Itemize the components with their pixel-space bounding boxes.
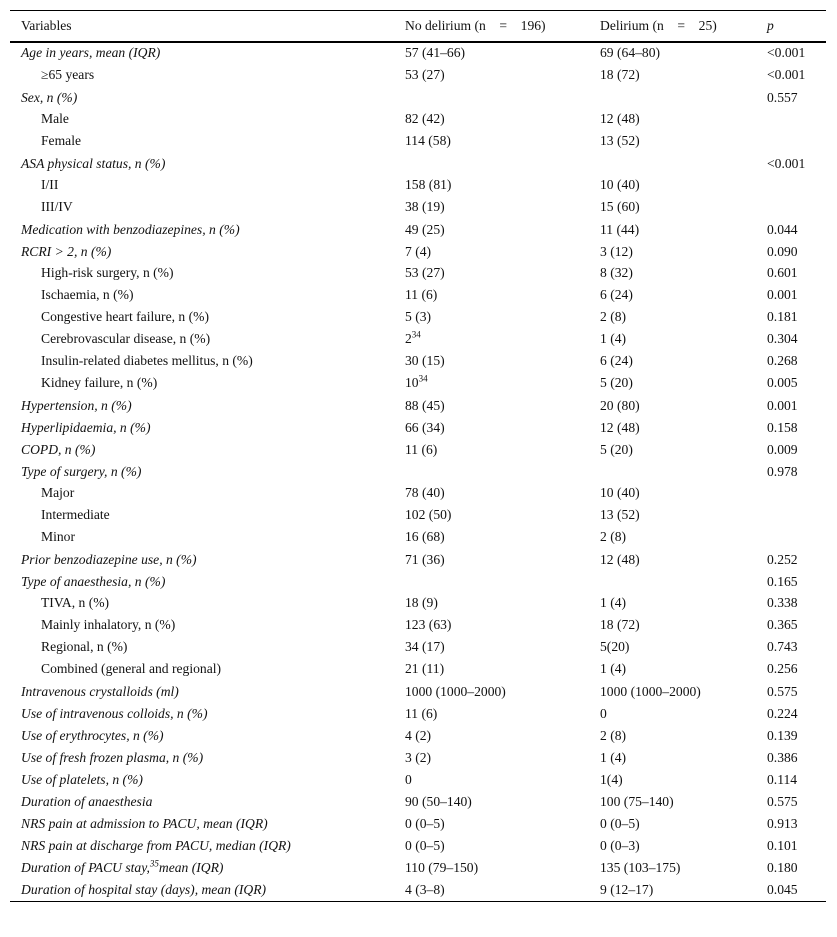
- variable-label-text: Age in years, mean (IQR): [21, 45, 161, 60]
- no-delirium-value: [405, 42, 600, 64]
- no-delirium-value-text: 123 (63): [405, 616, 452, 632]
- variable-label: [10, 636, 405, 658]
- table-row: [10, 306, 826, 328]
- variable-label-text: Type of surgery, n (%): [21, 463, 142, 479]
- variable-label: [10, 42, 405, 64]
- variable-label: [10, 812, 405, 834]
- p-value: 0.114: [767, 771, 798, 787]
- no-delirium-value: [405, 570, 600, 592]
- no-delirium-value-text: 16 (68): [405, 528, 445, 544]
- table-row: [10, 152, 826, 174]
- variable-label: [10, 196, 405, 218]
- table-row: [10, 746, 826, 768]
- no-delirium-value-text: 53 (27): [405, 66, 445, 82]
- table-row: [10, 218, 826, 240]
- table-row: [10, 878, 826, 902]
- variable-label: [10, 240, 405, 262]
- no-delirium-value-text: 34 (17): [405, 638, 445, 654]
- p-value: 0.090: [767, 243, 798, 259]
- table-row: [10, 856, 826, 878]
- variable-label: [10, 658, 405, 680]
- no-delirium-value: [405, 64, 600, 86]
- p-value: 0.180: [767, 859, 798, 875]
- p-value: 0.001: [767, 397, 798, 413]
- variable-label-text: NRS pain at admission to PACU, mean (IQR): [21, 815, 268, 831]
- variable-label-text: ASA physical status, n (%): [21, 155, 166, 171]
- delirium-value: [600, 86, 767, 108]
- no-delirium-value-text: 102 (50): [405, 506, 452, 522]
- variable-label: [10, 768, 405, 790]
- no-delirium-value: [405, 636, 600, 658]
- variable-label: [10, 702, 405, 724]
- no-delirium-value-text: 82 (42): [405, 110, 445, 126]
- variable-label: [10, 746, 405, 768]
- table-row: [10, 86, 826, 108]
- delirium-value: 5 (20): [600, 441, 633, 457]
- no-delirium-value: [405, 372, 600, 394]
- delirium-characteristics-table: [10, 10, 826, 902]
- no-delirium-value: [405, 526, 600, 548]
- delirium-value: [600, 570, 767, 592]
- table-row: [10, 328, 826, 350]
- no-delirium-value-text: 5 (3): [405, 308, 432, 324]
- delirium-value: 1 (4): [600, 594, 627, 610]
- no-delirium-value-text: 57 (41–66): [405, 45, 466, 60]
- p-value: <0.001: [767, 66, 806, 82]
- no-delirium-value-text: 7 (4): [405, 243, 432, 259]
- no-delirium-value: [405, 878, 600, 902]
- table-container: [10, 10, 826, 902]
- no-delirium-value: [405, 350, 600, 372]
- header-delirium: Delirium (n = 25): [600, 17, 717, 33]
- table-row: [10, 504, 826, 526]
- variable-label-text: Duration of PACU stay,: [21, 859, 150, 875]
- delirium-value: 12 (48): [600, 551, 640, 567]
- table-row: [10, 702, 826, 724]
- delirium-value: 1 (4): [600, 749, 627, 765]
- variable-label: [10, 570, 405, 592]
- no-delirium-value-text: 1000 (1000–2000): [405, 683, 506, 699]
- p-value: [767, 482, 826, 504]
- variable-label-text: Regional, n (%): [41, 638, 128, 654]
- variable-label: [10, 372, 405, 394]
- variable-label: [10, 130, 405, 152]
- no-delirium-value-text: 49 (25): [405, 221, 445, 237]
- delirium-value: 10 (40): [600, 176, 640, 192]
- delirium-value: 0 (0–5): [600, 815, 640, 831]
- no-delirium-value: [405, 438, 600, 460]
- p-value: 0.101: [767, 837, 798, 853]
- no-delirium-value: [405, 680, 600, 702]
- p-value: 0.743: [767, 638, 798, 654]
- variable-label-text: Intermediate: [41, 506, 110, 522]
- delirium-value: 10 (40): [600, 484, 640, 500]
- no-delirium-value-text: 66 (34): [405, 419, 445, 435]
- delirium-value: 69 (64–80): [600, 45, 661, 60]
- no-delirium-value-text: 53 (27): [405, 264, 445, 280]
- table-row: [10, 262, 826, 284]
- table-row: [10, 526, 826, 548]
- variable-label-text: NRS pain at discharge from PACU, median (IQR): [21, 837, 291, 853]
- no-delirium-value: [405, 768, 600, 790]
- no-delirium-value-text: 0: [405, 771, 412, 787]
- no-delirium-value: [405, 416, 600, 438]
- delirium-value: 13 (52): [600, 132, 640, 148]
- no-delirium-value: [405, 658, 600, 680]
- reference-superscript: 34: [418, 372, 428, 383]
- header-variables: Variables: [21, 17, 72, 33]
- table-row: [10, 768, 826, 790]
- table-row: [10, 350, 826, 372]
- table-row: [10, 416, 826, 438]
- p-value: 0.044: [767, 221, 798, 237]
- variable-label-text: Female: [41, 132, 82, 148]
- variable-label-text: Use of erythrocytes, n (%): [21, 727, 164, 743]
- variable-label-text: Mainly inhalatory, n (%): [41, 616, 176, 632]
- table-row: [10, 790, 826, 812]
- variable-label: [10, 856, 405, 878]
- variable-label: [10, 878, 405, 902]
- no-delirium-value-text: 3 (2): [405, 749, 432, 765]
- no-delirium-value-text: 88 (45): [405, 397, 445, 413]
- p-value: 0.601: [767, 264, 798, 280]
- delirium-value: 12 (48): [600, 419, 640, 435]
- variable-label-text: Hypertension, n (%): [21, 397, 132, 413]
- delirium-value: 9 (12–17): [600, 882, 654, 898]
- delirium-value: 3 (12): [600, 243, 633, 259]
- delirium-value: 6 (24): [600, 286, 633, 302]
- variable-label: [10, 416, 405, 438]
- no-delirium-value: [405, 240, 600, 262]
- table-row: [10, 460, 826, 482]
- delirium-value: 11 (44): [600, 221, 640, 237]
- variable-label-text: Kidney failure, n (%): [41, 374, 158, 390]
- delirium-value: 18 (72): [600, 66, 640, 82]
- variable-label: [10, 614, 405, 636]
- no-delirium-value-text: 18 (9): [405, 594, 438, 610]
- variable-label-text: Type of anaesthesia, n (%): [21, 573, 166, 589]
- no-delirium-value: [405, 174, 600, 196]
- p-value: 0.575: [767, 793, 798, 809]
- variable-label-text: Use of fresh frozen plasma, n (%): [21, 749, 204, 765]
- delirium-value: 2 (8): [600, 528, 627, 544]
- p-value: 0.978: [767, 463, 798, 479]
- variable-label-suffix: mean (IQR): [158, 859, 224, 875]
- no-delirium-value: [405, 262, 600, 284]
- delirium-value: 1(4): [600, 771, 623, 787]
- variable-label: [10, 152, 405, 174]
- p-value: 0.575: [767, 683, 798, 699]
- p-value: 0.304: [767, 330, 798, 346]
- variable-label-text: Medication with benzodiazepines, n (%): [21, 221, 240, 237]
- variable-label: [10, 548, 405, 570]
- no-delirium-value: [405, 328, 600, 350]
- p-value: 0.256: [767, 660, 798, 676]
- p-value: 0.252: [767, 551, 798, 567]
- no-delirium-value: [405, 394, 600, 416]
- variable-label-text: Intravenous crystalloids (ml): [21, 683, 179, 699]
- p-value: [767, 526, 826, 548]
- delirium-value: 2 (8): [600, 308, 627, 324]
- table-row: [10, 482, 826, 504]
- no-delirium-value: [405, 592, 600, 614]
- no-delirium-value-text: 114 (58): [405, 132, 451, 148]
- variable-label: [10, 284, 405, 306]
- p-value: 0.158: [767, 419, 798, 435]
- variable-label: [10, 504, 405, 526]
- no-delirium-value-text: 10: [405, 374, 419, 390]
- variable-label: [10, 64, 405, 86]
- variable-label: [10, 394, 405, 416]
- no-delirium-value: [405, 504, 600, 526]
- table-row: [10, 438, 826, 460]
- variable-label: [10, 262, 405, 284]
- delirium-value: 13 (52): [600, 506, 640, 522]
- no-delirium-value-text: 4 (2): [405, 727, 432, 743]
- variable-label-text: Use of intravenous colloids, n (%): [21, 705, 208, 721]
- table-row: [10, 592, 826, 614]
- delirium-value: 20 (80): [600, 397, 640, 413]
- delirium-value: 18 (72): [600, 616, 640, 632]
- p-value: [767, 504, 826, 526]
- variable-label: [10, 438, 405, 460]
- variable-label-text: Use of platelets, n (%): [21, 771, 143, 787]
- variable-label: [10, 306, 405, 328]
- delirium-value: 5(20): [600, 638, 630, 654]
- no-delirium-value-text: 71 (36): [405, 551, 445, 567]
- variable-label-text: Duration of anaesthesia: [21, 793, 153, 809]
- table-row: [10, 834, 826, 856]
- variable-label-text: Cerebrovascular disease, n (%): [41, 330, 211, 346]
- no-delirium-value-text: 0 (0–5): [405, 815, 445, 831]
- p-value: [767, 108, 826, 130]
- variable-label: [10, 108, 405, 130]
- delirium-value: 2 (8): [600, 727, 627, 743]
- no-delirium-value: [405, 790, 600, 812]
- variable-label-text: Insulin-related diabetes mellitus, n (%): [41, 352, 253, 368]
- no-delirium-value: [405, 834, 600, 856]
- header-p-value: p: [767, 17, 774, 33]
- p-value: 0.365: [767, 616, 798, 632]
- p-value: 0.005: [767, 374, 798, 390]
- no-delirium-value-text: 90 (50–140): [405, 793, 472, 809]
- variable-label: [10, 680, 405, 702]
- no-delirium-value: [405, 724, 600, 746]
- variable-label: [10, 174, 405, 196]
- p-value: <0.001: [767, 45, 806, 60]
- variable-label-text: I/II: [41, 176, 59, 192]
- no-delirium-value-text: 158 (81): [405, 176, 452, 192]
- variable-label: [10, 460, 405, 482]
- no-delirium-value: [405, 746, 600, 768]
- delirium-value: 12 (48): [600, 110, 640, 126]
- table-header: [10, 11, 826, 42]
- p-value: 0.913: [767, 815, 798, 831]
- variable-label-text: Congestive heart failure, n (%): [41, 308, 209, 324]
- table-row: [10, 196, 826, 218]
- p-value: <0.001: [767, 155, 806, 171]
- variable-label-text: High-risk surgery, n (%): [41, 264, 174, 280]
- table-row: [10, 570, 826, 592]
- variable-label-text: RCRI > 2, n (%): [21, 243, 112, 259]
- no-delirium-value: [405, 856, 600, 878]
- variable-label: [10, 834, 405, 856]
- header-row: [10, 11, 826, 42]
- p-value: [767, 130, 826, 152]
- p-value: 0.139: [767, 727, 798, 743]
- table-row: [10, 614, 826, 636]
- table-row: [10, 42, 826, 64]
- p-value: 0.224: [767, 705, 798, 721]
- p-value: 0.165: [767, 573, 798, 589]
- no-delirium-value: [405, 86, 600, 108]
- table-row: [10, 372, 826, 394]
- variable-label: [10, 218, 405, 240]
- table-row: [10, 548, 826, 570]
- variable-label: [10, 592, 405, 614]
- variable-label-text: Duration of hospital stay (days), mean (IQR): [21, 882, 267, 898]
- variable-label: [10, 482, 405, 504]
- delirium-value: 0: [600, 705, 607, 721]
- variable-label-text: TIVA, n (%): [41, 594, 110, 610]
- variable-label: [10, 790, 405, 812]
- no-delirium-value: [405, 152, 600, 174]
- delirium-value: [600, 152, 767, 174]
- table-row: [10, 812, 826, 834]
- p-value: 0.045: [767, 882, 798, 898]
- reference-superscript: 34: [411, 328, 421, 339]
- no-delirium-value: [405, 196, 600, 218]
- variable-label-text: Male: [41, 110, 69, 126]
- header-no-delirium: No delirium (n = 196): [405, 17, 546, 33]
- no-delirium-value: [405, 812, 600, 834]
- no-delirium-value: [405, 130, 600, 152]
- no-delirium-value: [405, 218, 600, 240]
- table-body: [10, 42, 826, 902]
- no-delirium-value-text: 78 (40): [405, 484, 445, 500]
- delirium-value: 1 (4): [600, 330, 627, 346]
- no-delirium-value-text: 30 (15): [405, 352, 445, 368]
- delirium-value: 1000 (1000–2000): [600, 683, 701, 699]
- variable-label-text: III/IV: [41, 198, 73, 214]
- p-value: 0.338: [767, 594, 798, 610]
- table-row: [10, 636, 826, 658]
- variable-label-text: ≥65 years: [41, 66, 95, 82]
- delirium-value: 15 (60): [600, 198, 640, 214]
- no-delirium-value-text: 38 (19): [405, 198, 445, 214]
- variable-label-text: Hyperlipidaemia, n (%): [21, 419, 151, 435]
- delirium-value: 100 (75–140): [600, 793, 674, 809]
- reference-superscript: 35: [149, 857, 159, 868]
- p-value: [767, 174, 826, 196]
- variable-label-text: Prior benzodiazepine use, n (%): [21, 551, 197, 567]
- p-value: [767, 196, 826, 218]
- p-value: 0.181: [767, 308, 798, 324]
- table-row: [10, 284, 826, 306]
- p-value: 0.009: [767, 441, 798, 457]
- no-delirium-value-text: 21 (11): [405, 660, 445, 676]
- variable-label: [10, 350, 405, 372]
- no-delirium-value: [405, 702, 600, 724]
- delirium-value: [600, 460, 767, 482]
- no-delirium-value: [405, 306, 600, 328]
- table-row: [10, 108, 826, 130]
- delirium-value: 8 (32): [600, 264, 633, 280]
- no-delirium-value-text: 2: [405, 330, 412, 346]
- delirium-value: 135 (103–175): [600, 859, 681, 875]
- variable-label-text: Ischaemia, n (%): [41, 286, 134, 302]
- table-row: [10, 680, 826, 702]
- no-delirium-value: [405, 460, 600, 482]
- no-delirium-value-text: 11 (6): [405, 441, 438, 457]
- variable-label-text: COPD, n (%): [21, 441, 96, 457]
- p-value: 0.001: [767, 286, 798, 302]
- no-delirium-value-text: 11 (6): [405, 286, 438, 302]
- no-delirium-value-text: 4 (3–8): [405, 882, 445, 898]
- no-delirium-value: [405, 284, 600, 306]
- p-value: 0.386: [767, 749, 798, 765]
- variable-label: [10, 328, 405, 350]
- no-delirium-value-text: 110 (79–150): [405, 859, 479, 875]
- no-delirium-value-text: 0 (0–5): [405, 837, 445, 853]
- delirium-value: 5 (20): [600, 374, 633, 390]
- variable-label-text: Minor: [41, 528, 75, 544]
- table-row: [10, 64, 826, 86]
- no-delirium-value: [405, 108, 600, 130]
- variable-label-text: Major: [41, 484, 75, 500]
- no-delirium-value: [405, 614, 600, 636]
- table-row: [10, 658, 826, 680]
- table-row: [10, 724, 826, 746]
- no-delirium-value-text: 11 (6): [405, 705, 438, 721]
- table-row: [10, 174, 826, 196]
- delirium-value: 0 (0–3): [600, 837, 640, 853]
- no-delirium-value: [405, 482, 600, 504]
- table-row: [10, 240, 826, 262]
- variable-label-text: Sex, n (%): [21, 89, 78, 105]
- delirium-value: 1 (4): [600, 660, 627, 676]
- no-delirium-value: [405, 548, 600, 570]
- variable-label: [10, 526, 405, 548]
- variable-label: [10, 86, 405, 108]
- p-value: 0.557: [767, 89, 798, 105]
- variable-label-text: Combined (general and regional): [41, 660, 222, 676]
- variable-label: [10, 724, 405, 746]
- p-value: 0.268: [767, 352, 798, 368]
- table-row: [10, 394, 826, 416]
- delirium-value: 6 (24): [600, 352, 633, 368]
- table-row: [10, 130, 826, 152]
